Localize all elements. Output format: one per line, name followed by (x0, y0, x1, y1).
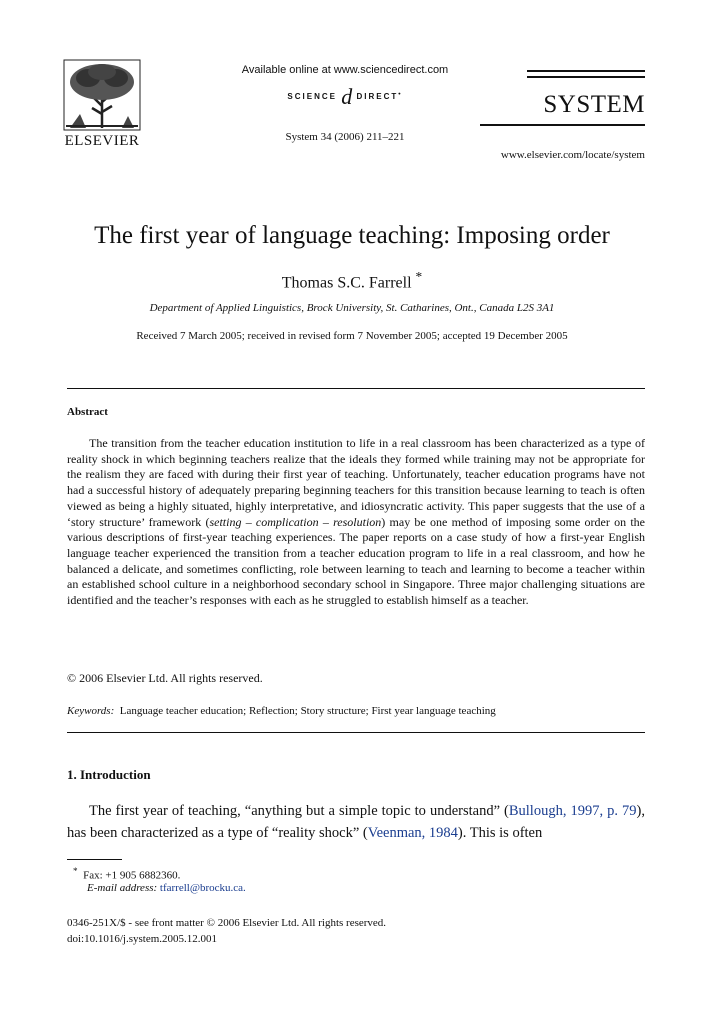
divider (67, 388, 645, 389)
abstract-text: The transition from the teacher education institution to life in a real classroom has been characterized as a type of reality shock in which beginning teachers realize that the ideals they formed while training may not be appropriate for the realism they are faced with during their first year of teaching. Unfortunately, teacher education programs have not had a successful history of adequately preparing beginning teachers for this transition because learning to teach is often viewed as being a highly situated, highly interpretative, and idiosyncratic activity. This paper suggests that the use of a ‘story structure’ framework (setting – complication – resolution) may be one method of imposing some order on the various descriptions of first-year teaching experiences. The paper reports on a case study of how a first-year English language teacher experienced the transition from a teacher education program to life in a real classroom, and how he balanced a delicate, and sometimes conflicting, role between learning to teach and learning to become a teacher within an established school culture in a neighborhood secondary school in Singapore. Three major challenging situations are identified and the teacher’s responses with each as he struggled to establish himself as a teacher. (67, 436, 645, 608)
available-online-text: Available online at www.sciencedirect.com (241, 64, 449, 76)
divider (67, 732, 645, 733)
journal-top-rules (527, 70, 645, 82)
journal-name: SYSTEM (543, 91, 645, 118)
footnote-rule (67, 859, 122, 860)
email-link[interactable]: tfarrell@brocku.ca. (159, 882, 246, 894)
footnote-fax: * Fax: +1 905 6882360. (73, 866, 181, 882)
keywords-values: Language teacher education; Reflection; Story structure; First year language teaching (119, 705, 496, 717)
sciencedirect-logo: SCIENCE d DIRECT• (287, 84, 403, 109)
author-footnote-mark[interactable]: * (415, 269, 423, 284)
abstract-heading: Abstract (67, 406, 108, 418)
author (40, 269, 664, 292)
article-dates: Received 7 March 2005; received in revised form 7 November 2005; accepted 19 December 2005 (136, 330, 568, 342)
elsevier-tree-icon (62, 58, 142, 132)
sciencedirect-right-text: DIRECT (356, 92, 399, 102)
journal-divider (480, 124, 645, 126)
introduction-text: The first year of teaching, “anything but a simple topic to understand” (Bullough, 1997, p. 79), has been characterized as a type of “reality shock” (Veenman, 1984). This is often (67, 803, 645, 841)
citation-link-bullough[interactable]: Bullough, 1997, p. 79 (508, 803, 637, 819)
affiliation: Department of Applied Linguistics, Brock University, St. Catharines, Ont., Canada L2S 3A1 (149, 302, 555, 314)
article-title: The first year of language teaching: Imposing order (94, 222, 610, 249)
keywords-label: Keywords: (67, 705, 115, 717)
sciencedirect-at-icon: d (341, 84, 353, 109)
footnote-email (87, 882, 246, 894)
issn-line: 0346-251X/$ - see front matter © 2006 Elsevier Ltd. All rights reserved. (67, 917, 387, 929)
sciencedirect-left-text: SCIENCE (287, 92, 337, 102)
journal-url[interactable]: www.elsevier.com/locate/system (500, 149, 645, 161)
author-name: Thomas S.C. Farrell (281, 274, 412, 292)
doi-line[interactable]: doi:10.1016/j.system.2005.12.001 (67, 933, 218, 945)
section-heading-introduction: 1. Introduction (67, 767, 151, 782)
elsevier-logo (62, 58, 142, 150)
citation-link-veenman[interactable]: Veenman, 1984 (367, 825, 458, 841)
abstract-italic-framework: setting – complication – resolution (209, 514, 382, 529)
keywords (67, 705, 496, 717)
copyright-notice: © 2006 Elsevier Ltd. All rights reserved. (67, 671, 263, 685)
email-label: E-mail address: (87, 882, 158, 894)
citation: System 34 (2006) 211–221 (285, 131, 405, 143)
publisher-name: ELSEVIER (64, 133, 140, 149)
footnote-mark: * (73, 866, 78, 876)
